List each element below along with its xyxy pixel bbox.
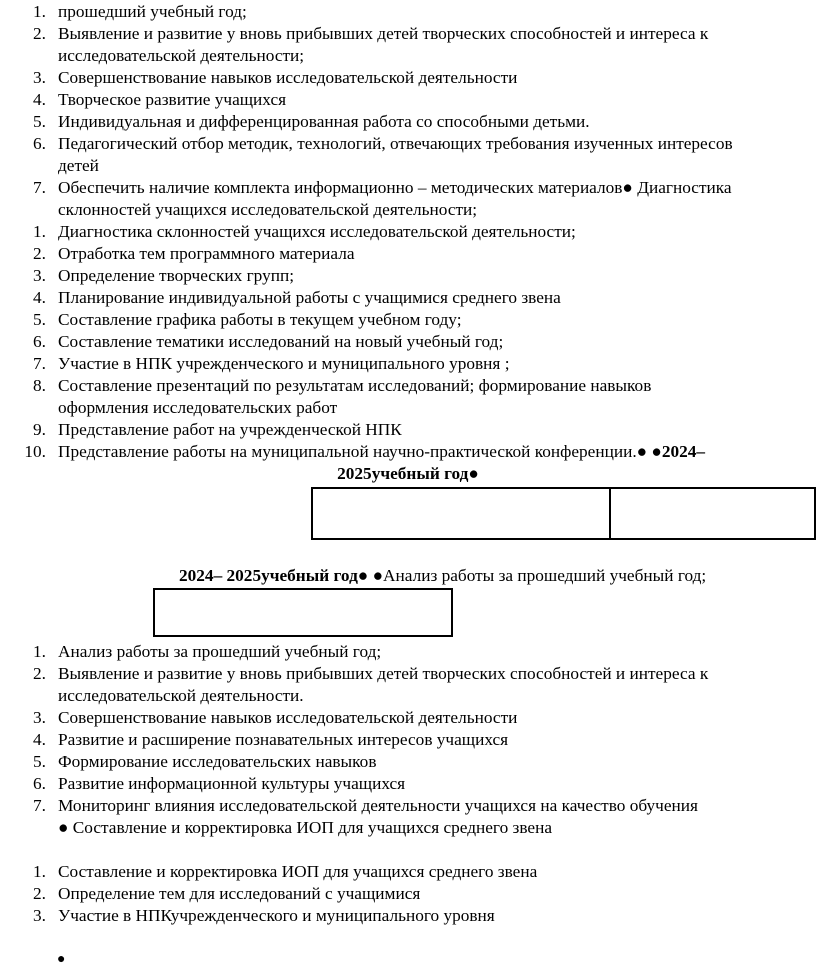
list-item-line: Определение творческих групп; <box>58 266 295 285</box>
list-item-line: Планирование индивидуальной работы с учащимися среднего звена <box>58 288 561 307</box>
list-item <box>0 353 816 375</box>
list-item <box>0 89 816 111</box>
list-item-line: ● Составление и корректировка ИОП для учащихся среднего звена <box>58 818 553 837</box>
list-item-line: Совершенствование навыков исследовательской деятельности <box>58 68 518 87</box>
list-item-line: прошедший учебный год; <box>58 2 247 21</box>
list-item-number: 3. <box>33 68 46 87</box>
list-item-line: Составление тематики исследований на новый учебный год; <box>58 332 504 351</box>
list-item <box>0 861 816 883</box>
list-item-line: склонностей учащихся исследовательской деятельности; <box>58 200 478 219</box>
list-item-number: 2. <box>33 664 46 683</box>
list-item <box>0 287 816 309</box>
list-item-line: Развитие и расширение познавательных интересов учащихся <box>58 730 509 749</box>
list-item <box>0 419 816 441</box>
year-heading-2: 2024– 2025учебный год● ●Анализ работы за прошедший учебный год; <box>179 566 707 585</box>
list-item-line: оформления исследовательских работ <box>58 398 338 417</box>
list-item <box>0 177 816 221</box>
list-item <box>0 707 816 729</box>
list-item-line: Определение тем для исследований с учащимися <box>58 884 421 903</box>
table-box-1-divider <box>609 487 611 540</box>
list-item-line: Формирование исследовательских навыков <box>58 752 377 771</box>
list-item <box>0 133 816 177</box>
list-item <box>0 265 816 287</box>
list-item-line: Участие в НПКучрежденческого и муниципального уровня <box>58 906 495 925</box>
list-item-line: Педагогический отбор методик, технологий, отвечающих требования изученных интересов <box>58 134 733 153</box>
list-item <box>0 905 816 927</box>
list-item <box>0 641 816 663</box>
list-item-number: 3. <box>33 266 46 285</box>
list-item-number: 6. <box>33 332 46 351</box>
list-item-line: Совершенствование навыков исследовательской деятельности <box>58 708 518 727</box>
list-item-line: Составление графика работы в текущем учебном году; <box>58 310 462 329</box>
list-item-line: Отработка тем программного материала <box>58 244 355 263</box>
list-item-number: 4. <box>33 730 46 749</box>
list-item-number: 4. <box>33 288 46 307</box>
table-box-2 <box>153 588 453 637</box>
list-item-line: Индивидуальная и дифференцированная работа со способными детьми. <box>58 112 590 131</box>
list-item-number: 4. <box>33 90 46 109</box>
list-plan-previous <box>0 1 816 221</box>
list-item-number: 10. <box>24 442 46 461</box>
final-bullet: ● <box>57 952 66 967</box>
list-item-line: Выявление и развитие у вновь прибывших детей творческих способностей и интереса к <box>58 664 709 683</box>
list-item <box>0 23 816 67</box>
list-item-line: Развитие информационной культуры учащихся <box>58 774 406 793</box>
list-item-line: Представление работ на учрежденческой НПК <box>58 420 402 439</box>
list-item-number: 1. <box>33 222 46 241</box>
list-item-number: 3. <box>33 708 46 727</box>
list-item-line: исследовательской деятельности. <box>58 686 304 705</box>
list-item-number: 2. <box>33 884 46 903</box>
list-item-number: 7. <box>33 354 46 373</box>
list-item <box>0 331 816 353</box>
list-item-number: 5. <box>33 112 46 131</box>
list-item <box>0 67 816 89</box>
list-item-line: Диагностика склонностей учащихся исследовательской деятельности; <box>58 222 576 241</box>
list-plan-current <box>0 221 816 441</box>
list-item-line: детей <box>58 156 99 175</box>
list-item <box>0 309 816 331</box>
list-item <box>0 243 816 265</box>
list-item-number: 6. <box>33 134 46 153</box>
list-item-line: Выявление и развитие у вновь прибывших детей творческих способностей и интереса к <box>58 24 709 43</box>
year-heading-1: 2025учебный год● <box>337 464 479 483</box>
list-item-number: 2. <box>33 244 46 263</box>
list-item-number: 8. <box>33 376 46 395</box>
table-box-1 <box>311 487 816 540</box>
list-item-number: 7. <box>33 796 46 815</box>
list-item <box>0 729 816 751</box>
year-heading-inline: ● ●2024– <box>636 442 706 461</box>
list-goals <box>0 641 816 839</box>
list-item-number: 9. <box>33 420 46 439</box>
list-item-number: 1. <box>33 862 46 881</box>
list-item-line: исследовательской деятельности; <box>58 46 305 65</box>
list-item <box>0 751 816 773</box>
list-item <box>0 773 816 795</box>
list-item-line: Участие в НПК учрежденческого и муниципального уровня ; <box>58 354 510 373</box>
list-item <box>0 663 816 707</box>
list-item-line: Составление и корректировка ИОП для учащихся среднего звена <box>58 862 538 881</box>
list-item-number: 2. <box>33 24 46 43</box>
list-item-number: 5. <box>33 752 46 771</box>
list-item-text: Представление работы на муниципальной научно-практической конференции. <box>58 442 637 461</box>
list-item <box>0 795 816 839</box>
list-item <box>0 221 816 243</box>
list-item-number: 7. <box>33 178 46 197</box>
list-item <box>0 1 816 23</box>
list-item-10 <box>0 441 816 463</box>
list-item-line: Анализ работы за прошедший учебный год; <box>58 642 382 661</box>
list-item-line: Мониторинг влияния исследовательской деятельности учащихся на качество обучения <box>58 796 698 815</box>
list-item-line: Составление презентаций по результатам исследований; формирование навыков <box>58 376 652 395</box>
list-item-line: Творческое развитие учащихся <box>58 90 287 109</box>
list-item <box>0 111 816 133</box>
list-item-number: 3. <box>33 906 46 925</box>
list-item <box>0 375 816 419</box>
list-item-number: 1. <box>33 2 46 21</box>
list-item-number: 6. <box>33 774 46 793</box>
list-item-number: 5. <box>33 310 46 329</box>
list-item-line: Обеспечить наличие комплекта информационно – методических материалов● Диагностика <box>58 178 732 197</box>
list-item-number: 1. <box>33 642 46 661</box>
list-item <box>0 883 816 905</box>
list-tasks <box>0 861 816 927</box>
